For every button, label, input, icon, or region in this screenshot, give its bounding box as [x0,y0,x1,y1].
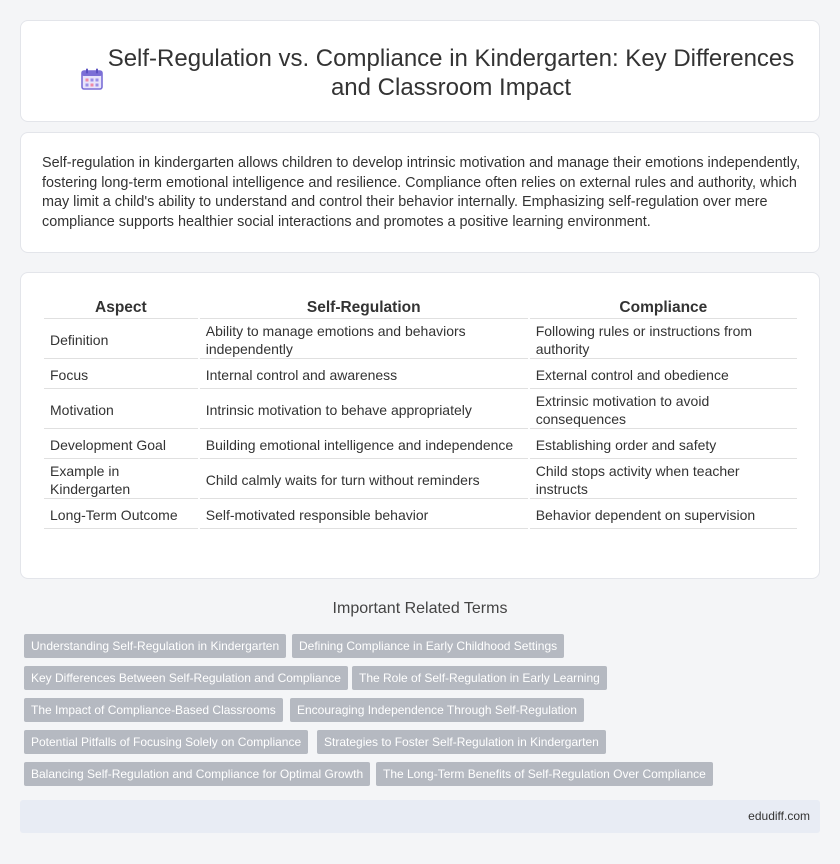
related-term-tag[interactable]: The Long-Term Benefits of Self-Regulation Over Compliance [376,762,713,786]
table-row [44,461,797,499]
table-row [44,501,797,529]
row-aspect: Long-Term Outcome [44,501,198,529]
header-self-regulation: Self-Regulation [200,297,528,319]
related-term-tag[interactable]: Understanding Self-Regulation in Kindergarten [24,634,286,658]
row-compliance: Behavior dependent on supervision [530,501,797,529]
header-aspect: Aspect [44,297,198,319]
row-compliance: Child stops activity when teacher instructs [530,461,797,499]
row-compliance: External control and obedience [530,361,797,389]
table-row [44,361,797,389]
related-term-tag[interactable]: Strategies to Foster Self-Regulation in Kindergarten [317,730,606,754]
row-aspect: Focus [44,361,198,389]
row-self-regulation: Building emotional intelligence and independence [200,431,528,459]
row-compliance: Extrinsic motivation to avoid consequences [530,391,797,429]
comparison-card [20,272,820,579]
related-term-tag[interactable]: The Impact of Compliance-Based Classrooms [24,698,283,722]
row-aspect: Definition [44,321,198,359]
footer-site-link[interactable]: edudiff.com [748,809,810,823]
table-row [44,391,797,429]
related-term-tag[interactable]: Key Differences Between Self-Regulation and Compliance [24,666,348,690]
table-row [44,431,797,459]
intro-card [20,132,820,253]
related-terms-heading: Important Related Terms [332,600,508,617]
page-title: Self-Regulation vs. Compliance in Kindergarten: Key Differences and Classroom Impact [107,45,795,101]
row-compliance: Establishing order and safety [530,431,797,459]
row-aspect: Development Goal [44,431,198,459]
header-compliance: Compliance [530,297,797,319]
related-term-tag[interactable]: The Role of Self-Regulation in Early Learning [352,666,607,690]
row-aspect: Motivation [44,391,198,429]
row-self-regulation: Intrinsic motivation to behave appropriately [200,391,528,429]
row-self-regulation: Self-motivated responsible behavior [200,501,528,529]
comparison-table [42,295,799,531]
row-self-regulation: Internal control and awareness [200,361,528,389]
related-term-tag[interactable]: Potential Pitfalls of Focusing Solely on Compliance [24,730,308,754]
intro-paragraph: Self-regulation in kindergarten allows children to develop intrinsic motivation and manage their emotions independently, fostering long-term emotional intelligence and resilience. Compliance often relies on external rules and authority, which may limit a child's ability to understand and control their behavior internally. Emphasizing self-regulation over mere compliance supports healthier social interactions and promotes a positive learning environment. [42,155,801,230]
row-compliance: Following rules or instructions from authority [530,321,797,359]
title-card [20,20,820,122]
row-self-regulation: Ability to manage emotions and behaviors independently [200,321,528,359]
footer-bar [20,800,820,833]
table-row [44,321,797,359]
related-term-tag[interactable]: Balancing Self-Regulation and Compliance for Optimal Growth [24,762,370,786]
row-aspect: Example in Kindergarten [44,461,198,499]
related-term-tag[interactable]: Encouraging Independence Through Self-Regulation [290,698,584,722]
related-term-tag[interactable]: Defining Compliance in Early Childhood Settings [292,634,564,658]
table-header-row [44,297,797,319]
row-self-regulation: Child calmly waits for turn without reminders [200,461,528,499]
